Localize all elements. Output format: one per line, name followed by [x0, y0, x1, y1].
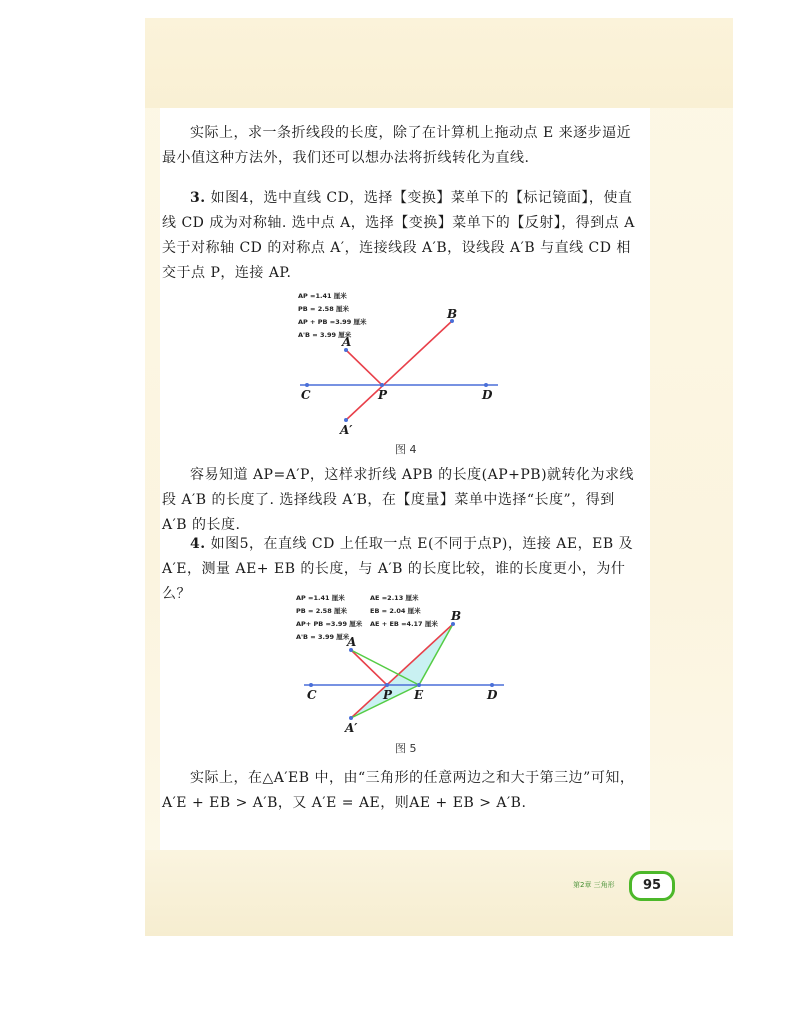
fig5-point-p — [385, 683, 389, 687]
step-4-number: 4. — [190, 536, 206, 552]
fig4-measure-a-prime-b: A'B = 3.99 厘米 — [298, 331, 352, 339]
fig5-measure-a-prime-b: A'B = 3.99 厘米 — [296, 633, 350, 641]
fig4-label-a-prime: A′ — [340, 423, 353, 437]
fig4-measure-ap: AP =1.41 厘米 — [298, 292, 347, 300]
fig5-point-d — [490, 683, 494, 687]
fig5-label-e: E — [414, 688, 424, 702]
fig4-point-p — [380, 383, 384, 387]
fig5-segment-a-prime-b — [351, 624, 453, 718]
fig4-label-d: D — [482, 388, 493, 402]
fig5-measure-ap: AP =1.41 厘米 — [296, 594, 345, 602]
fig4-point-d — [484, 383, 488, 387]
step-4-text: 如图5，在直线 CD 上任取一点 E(不同于点P)，连接 AE，EB 及A′E，测量 AE+ EB 的长度，与 A′B 的长度比较，谁的长度更小，为什么？ — [162, 536, 634, 602]
fig5-label-a-prime: A′ — [345, 721, 358, 735]
paragraph-conclusion — [162, 766, 640, 816]
top-band — [145, 18, 733, 108]
fig4-segment-ap — [346, 350, 382, 385]
fig5-label-d: D — [487, 688, 498, 702]
paragraph-step-3 — [162, 186, 640, 286]
fig5-point-c — [309, 683, 313, 687]
fig4-label-c: C — [301, 388, 311, 402]
fig4-measure-ap-pb: AP + PB =3.99 厘米 — [298, 318, 367, 326]
fig5-measure-ae-eb: AE + EB =4.17 厘米 — [370, 620, 438, 628]
fig5-label-a: A — [347, 635, 357, 649]
figure-5-caption: 图 5 — [395, 742, 417, 755]
paragraph-intro-text: 实际上，求一条折线段的长度，除了在计算机上拖动点 E 来逐步逼近最小值这种方法外，我们还可以想办法将折线转化为直线. — [162, 125, 632, 166]
fig4-label-p: P — [378, 388, 388, 402]
fig4-label-b: B — [447, 307, 458, 321]
fig5-label-c: C — [307, 688, 317, 702]
fig5-measure-ap-pb: AP+ PB =3.99 厘米 — [296, 620, 363, 628]
fig5-point-e — [417, 683, 421, 687]
fig4-segment-a-prime-b — [346, 321, 452, 420]
fig5-measure-eb: EB = 2.04 厘米 — [370, 607, 421, 615]
conclusion-text: 实际上，在△A′EB 中，由“三角形的任意两边之和大于第三边”可知，A′E + EB > A′B，又 A′E = AE，则AE + EB > A′B. — [162, 770, 635, 811]
explanation-text: 容易知道 AP=A′P，这样求折线 APB 的长度(AP+PB)就转化为求线段 A′B 的长度了. 选择线段 A′B，在【度量】菜单中选择“长度”，得到 A′B 的长度. — [162, 467, 635, 533]
fig5-label-b: B — [451, 609, 462, 623]
fig4-point-a-prime — [344, 418, 348, 422]
paragraph-explanation — [162, 463, 640, 538]
fig4-measure-pb: PB = 2.58 厘米 — [298, 305, 349, 313]
figure-4 — [292, 288, 512, 438]
step-3-text: 如图4，选中直线 CD，选择【变换】菜单下的【标记镜面】，使直线 CD 成为对称轴. 选中点 A，选择【变换】菜单下的【反射】，得到点 A 关于对称轴 CD 的对称点 A′，连接线段 A′B，设线段 A′B 与直线 CD 相交于点 P，连接 AP. — [162, 190, 635, 281]
step-3-number: 3. — [190, 190, 206, 206]
fig5-measure-ae: AE =2.13 厘米 — [370, 594, 419, 602]
figure-5 — [290, 590, 520, 738]
fig5-measure-pb: PB = 2.58 厘米 — [296, 607, 347, 615]
fig5-label-p: P — [383, 688, 393, 702]
figure-4-caption: 图 4 — [395, 443, 417, 456]
fig4-point-c — [305, 383, 309, 387]
paragraph-intro — [162, 121, 640, 171]
fig4-label-a: A — [342, 335, 352, 349]
fig5-segment-ap — [351, 650, 387, 685]
chapter-footer: 第2章 三角形 — [573, 881, 615, 889]
page-number-badge: 95 — [629, 871, 675, 901]
fig5-point-a-prime — [349, 716, 353, 720]
